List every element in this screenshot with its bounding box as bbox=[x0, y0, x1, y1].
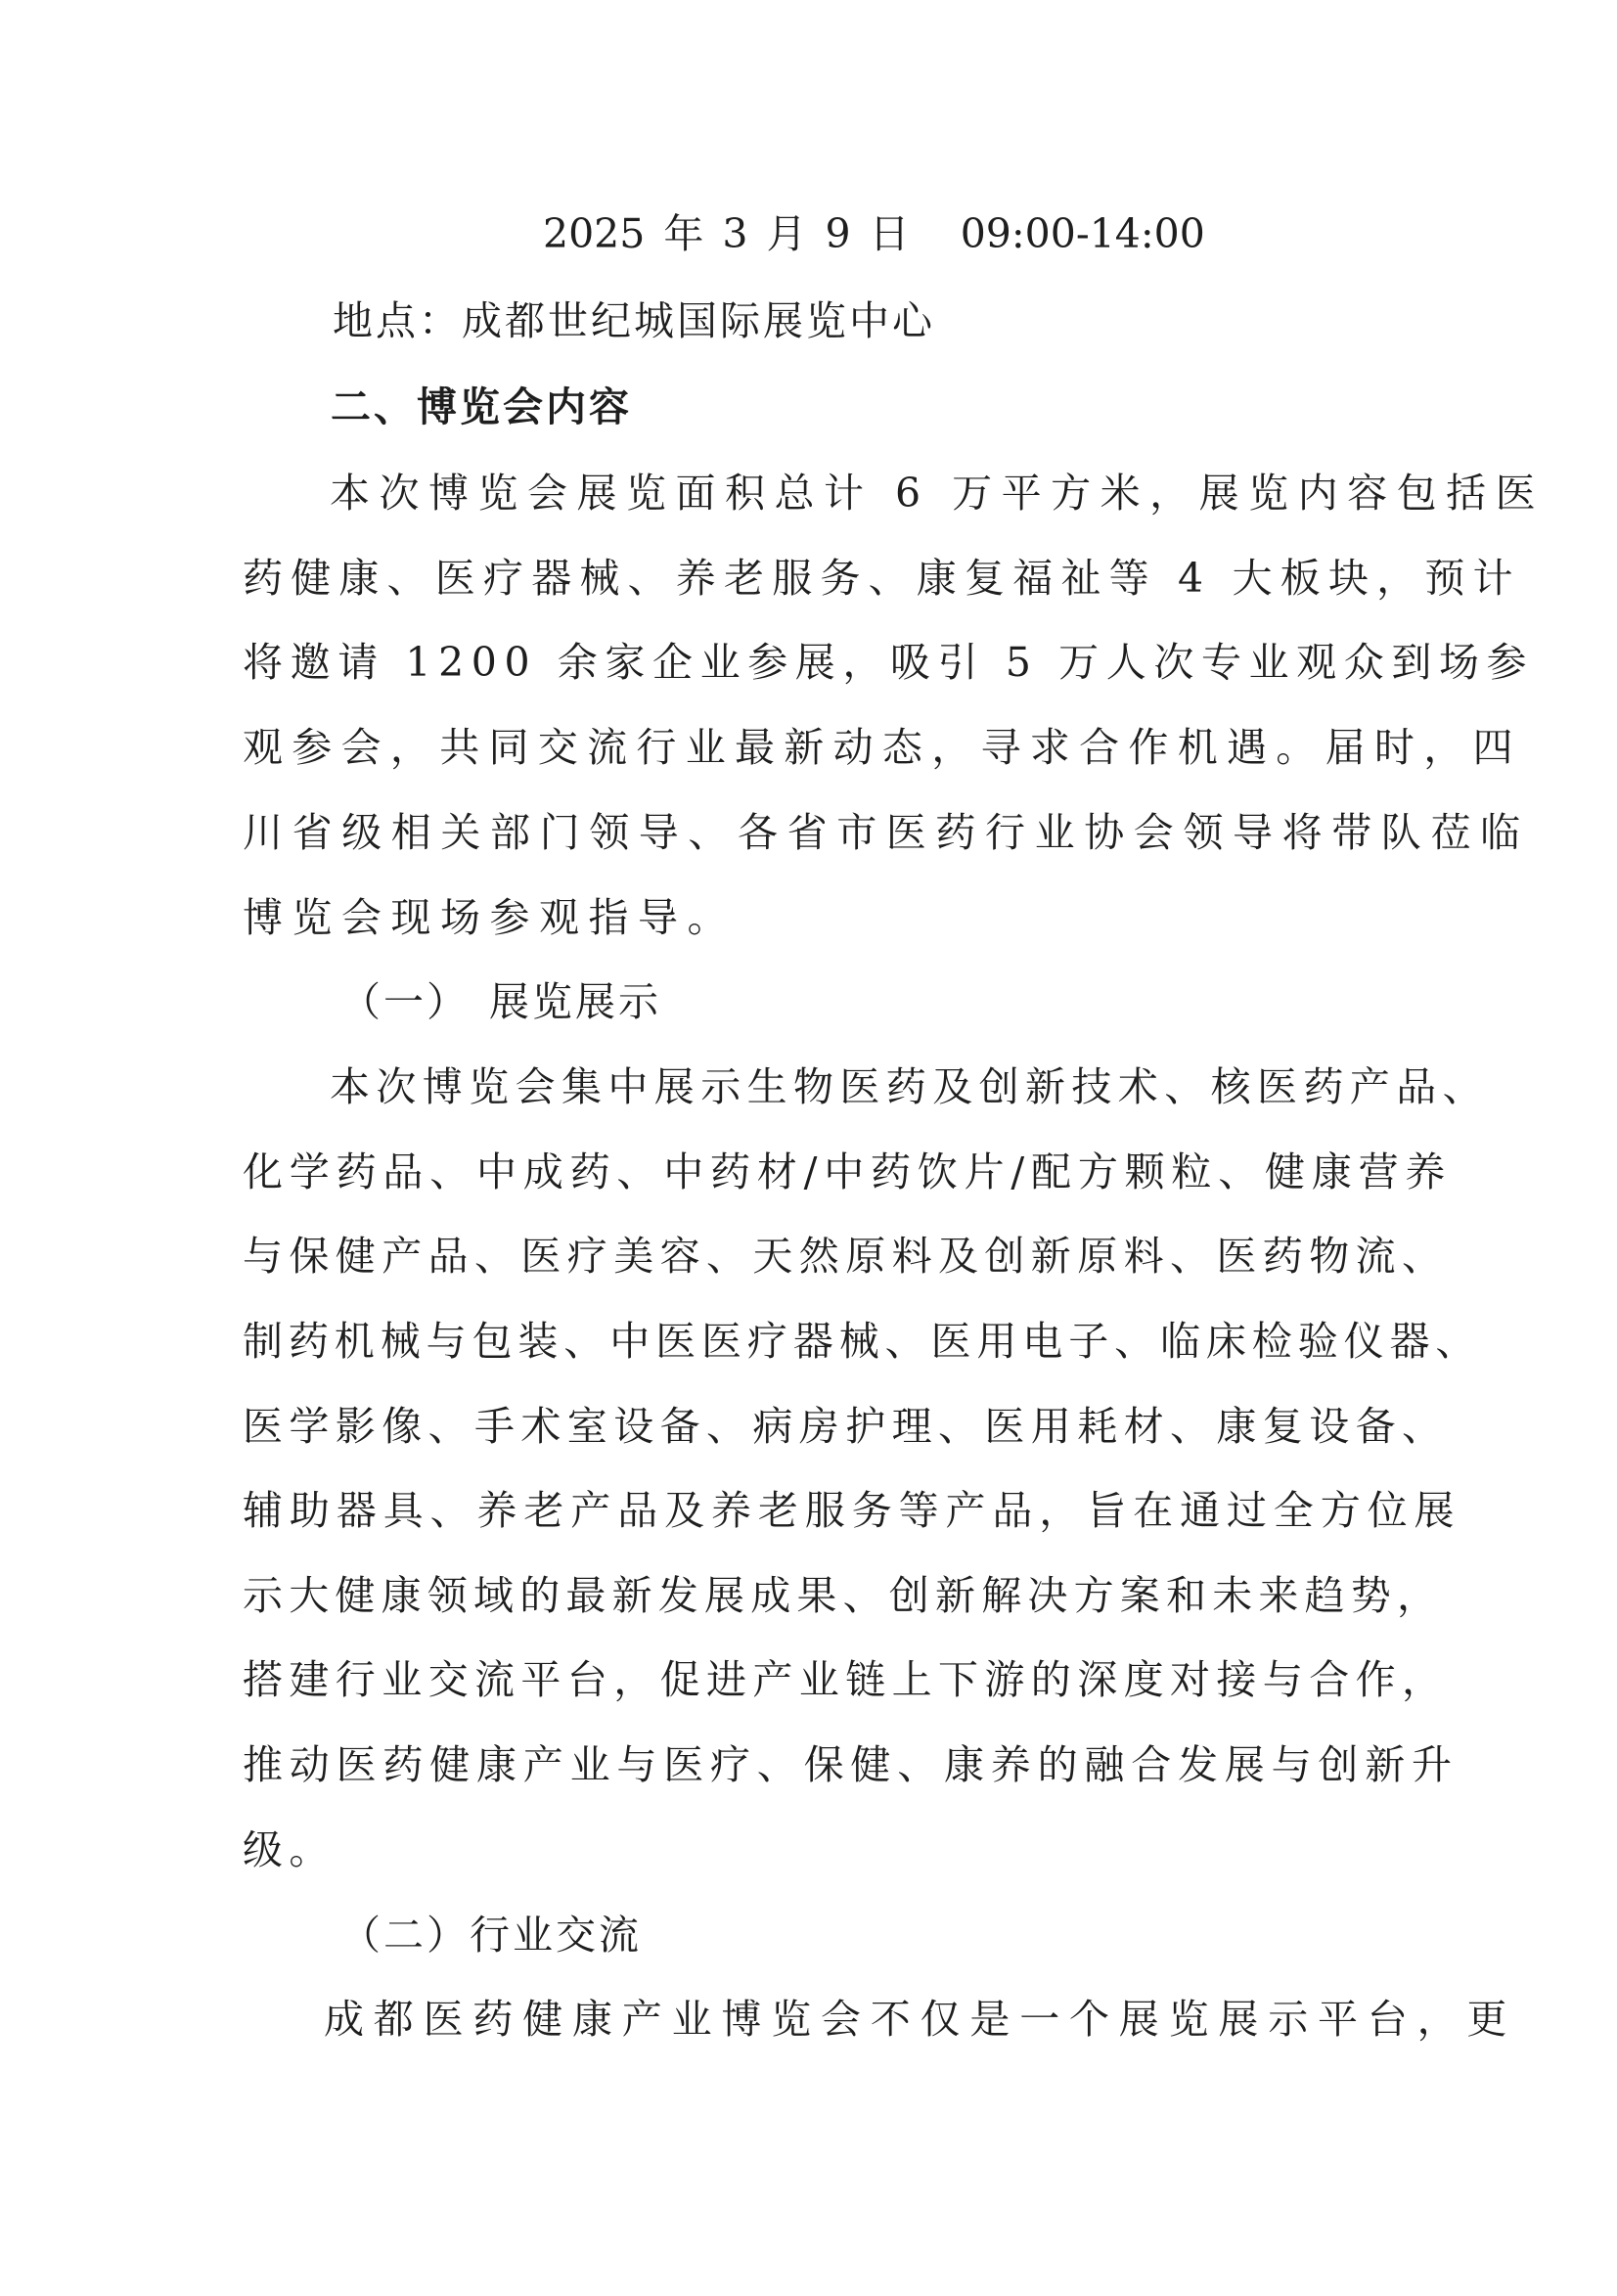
paragraph-line: 成都医药健康产业博览会不仅是一个展览展示平台，更 bbox=[324, 1996, 1517, 2043]
paragraph-line: 级。 bbox=[243, 1826, 336, 1873]
paragraph-line: 博览会现场参观指导。 bbox=[243, 894, 737, 941]
paragraph-line: 观参会，共同交流行业最新动态，寻求合作机遇。届时，四 bbox=[243, 724, 1522, 771]
subsection-number: （一） bbox=[340, 978, 470, 1025]
event-date: 2025 年 3 月 9 日 bbox=[543, 210, 910, 257]
paragraph-line: 川省级相关部门领导、各省市医药行业协会领导将带队莅临 bbox=[243, 809, 1530, 856]
paragraph-line: 制药机械与包装、中医医疗器械、医用电子、临床检验仪器、 bbox=[243, 1318, 1482, 1365]
paragraph-line: 推动医药健康产业与医疗、保健、康养的融合发展与创新升 bbox=[243, 1741, 1459, 1788]
event-time: 09:00-14:00 bbox=[960, 210, 1205, 257]
subsection-title: 展览展示 bbox=[489, 978, 661, 1025]
paragraph-line: 辅助器具、养老产品及养老服务等产品，旨在通过全方位展 bbox=[243, 1487, 1461, 1534]
subsection-heading-industry-exchange: （二）行业交流 bbox=[340, 1912, 642, 1958]
paragraph-line: 本次博览会集中展示生物医药及创新技术、核医药产品、 bbox=[330, 1063, 1489, 1110]
paragraph-line: 搭建行业交流平台，促进产业链上下游的深度对接与合作， bbox=[243, 1656, 1449, 1703]
paragraph-line: 与保健产品、医疗美容、天然原料及创新原料、医药物流、 bbox=[243, 1233, 1449, 1280]
paragraph-line: 药健康、医疗器械、养老服务、康复福祉等 4 大板块，预计 bbox=[243, 555, 1521, 602]
paragraph-line: 医学影像、手术室设备、病房护理、医用耗材、康复设备、 bbox=[243, 1403, 1449, 1450]
paragraph-line: 将邀请 1200 余家企业参展，吸引 5 万人次专业观众到场参 bbox=[243, 639, 1535, 686]
event-location: 地点：成都世纪城国际展览中心 bbox=[333, 297, 935, 344]
event-date-time bbox=[543, 208, 1205, 259]
paragraph-line: 示大健康领域的最新发展成果、创新解决方案和未来趋势， bbox=[243, 1572, 1444, 1619]
section-heading-expo-content: 二、博览会内容 bbox=[331, 383, 632, 430]
subsection-heading-exhibition bbox=[340, 976, 661, 1027]
paragraph-line: 化学药品、中成药、中药材/中药饮片/配方颗粒、健康营养 bbox=[243, 1148, 1453, 1195]
paragraph-line: 本次博览会展览面积总计 6 万平方米，展览内容包括医 bbox=[330, 470, 1546, 517]
